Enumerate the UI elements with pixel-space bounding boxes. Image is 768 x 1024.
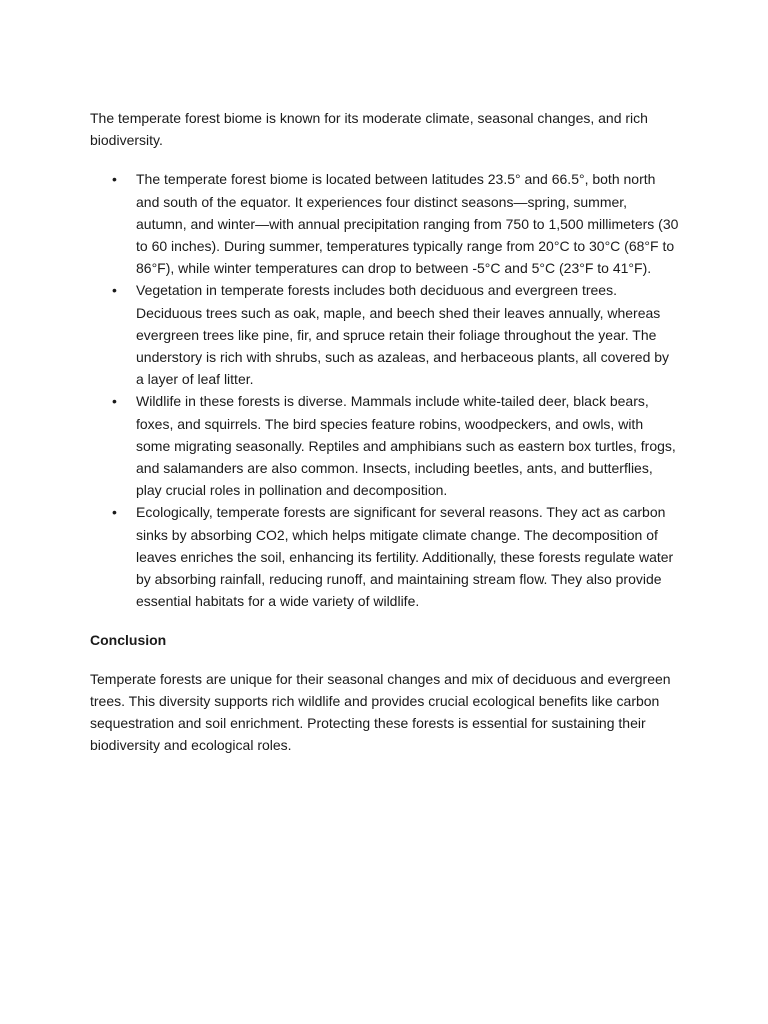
intro-paragraph: The temperate forest biome is known for its moderate climate, seasonal changes, and rich biodiversity. xyxy=(90,110,648,149)
list-item-text: Ecologically, temperate forests are significant for several reasons. They act as carbon sinks by absorbing CO2, which helps mitigate climate change. The decomposition of leaves enriches the soil, enhancing its fertility. Additionally, these forests regulate water by absorbing rainfall, reducing runoff, and maintaining stream flow. They also provide essential habitats for a wide variety of wildlife. xyxy=(136,504,674,610)
list-item xyxy=(90,501,680,612)
conclusion-heading: Conclusion xyxy=(90,632,167,649)
bullet-icon: • xyxy=(112,282,117,299)
bullet-list xyxy=(90,168,680,612)
list-item xyxy=(90,279,680,390)
list-item-text: The temperate forest biome is located between latitudes 23.5° and 66.5°, both north and south of the equator. It experiences four distinct seasons—spring, summer, autumn, and winter—with annual precipitation ranging from 750 to 1,500 millimeters (30 to 60 inches). During summer, temperatures typically range from 20°C to 30°C (68°F to 86°F), while winter temperatures can drop to between -5°C and 5°C (23°F to 41°F). xyxy=(136,171,679,277)
list-item xyxy=(90,168,680,279)
bullet-icon: • xyxy=(112,393,117,410)
bullet-icon: • xyxy=(112,504,117,521)
list-item xyxy=(90,390,680,501)
bullet-icon: • xyxy=(112,171,117,188)
list-item-text: Wildlife in these forests is diverse. Mammals include white-tailed deer, black bears, foxes, and squirrels. The bird species feature robins, woodpeckers, and owls, with some migrating seasonally. Reptiles and amphibians such as eastern box turtles, frogs, and salamanders are also common. Insects, including beetles, ants, and butterflies, play crucial roles in pollination and decomposition. xyxy=(136,393,676,499)
list-item-text: Vegetation in temperate forests includes both deciduous and evergreen trees. Deciduous trees such as oak, maple, and beech shed their leaves annually, whereas evergreen trees like pine, fir, and spruce retain their foliage throughout the year. The understory is rich with shrubs, such as azaleas, and herbaceous plants, all covered by a layer of leaf litter. xyxy=(136,282,670,388)
conclusion-paragraph: Temperate forests are unique for their seasonal changes and mix of deciduous and evergreen trees. This diversity supports rich wildlife and provides crucial ecological benefits like carbon sequestration and soil enrichment. Protecting these forests is essential for sustaining their biodiversity and ecological roles. xyxy=(90,670,671,754)
document-page xyxy=(90,107,680,756)
